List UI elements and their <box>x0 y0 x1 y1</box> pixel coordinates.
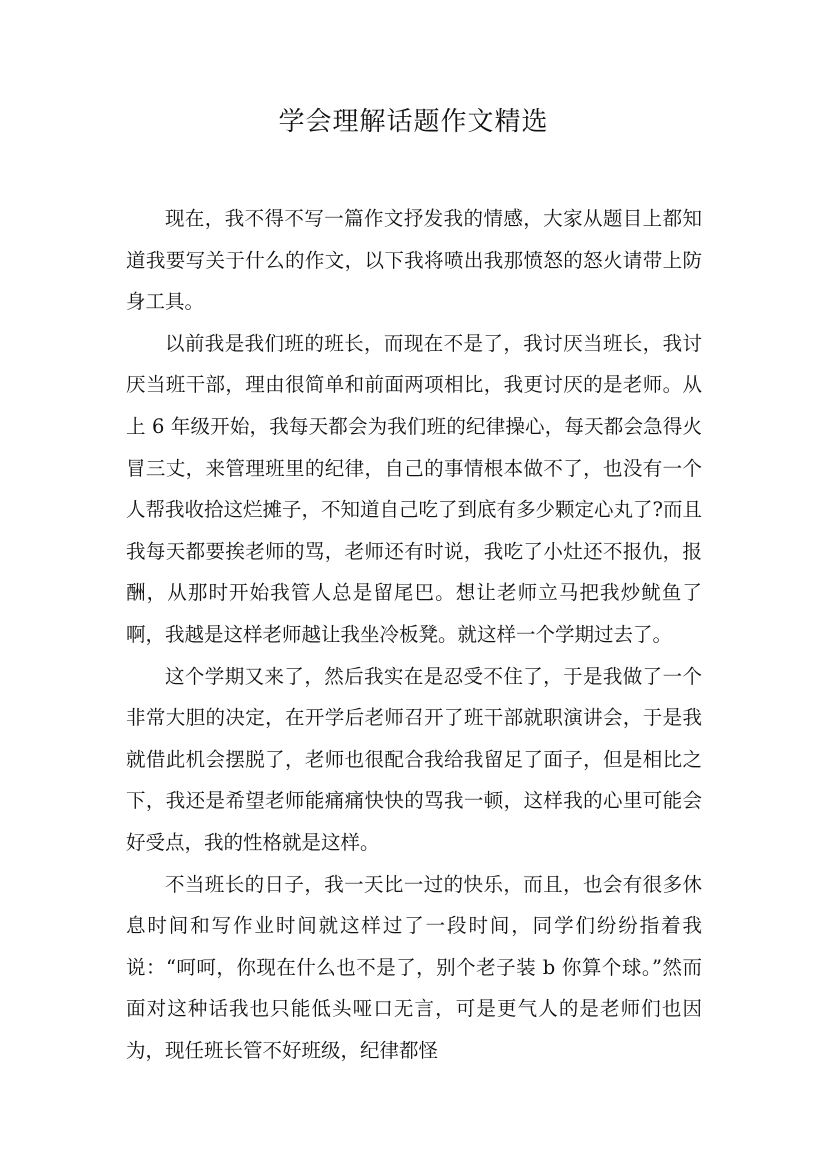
paragraph-4: 不当班长的日子，我一天比一过的快乐，而且，也会有很多休息时间和写作业时间就这样过了一段时间，同学们纷纷指着我说：“呵呵，你现在什么也不是了，别个老子装 b 你算个球。”然而面对这种话我也只能低头哑口无言，可是更气人的是老师们也因为，现任班长管不好班级，纪律都怪 <box>126 872 702 1062</box>
paragraph-2: 以前我是我们班的班长，而现在不是了，我讨厌当班长，我讨厌当班干部，理由很简单和前面两项相比，我更讨厌的是老师。从上 6 年级开始，我每天都会为我们班的纪律操心，每天都会急得火冒三丈，来管理班里的纪律，自己的事情根本做不了，也没有一个人帮我收拾这烂摊子，不知道自己吃了到底有多少颗定心丸了?而且我每天都要挨老师的骂，老师还有时说，我吃了小灶还不报仇，报酬，从那时开始我管人总是留尾巴。想让老师立马把我炒鱿鱼了啊，我越是这样老师越让我坐冷板凳。就这样一个学期过去了。 <box>126 331 702 646</box>
document-title: 学会理解话题作文精选 <box>278 107 549 137</box>
document-body <box>126 198 702 1071</box>
paragraph-1: 现在，我不得不写一篇作文抒发我的情感，大家从题目上都知道我要写关于什么的作文，以下我将喷出我那愤怒的怒火请带上防身工具。 <box>126 207 702 314</box>
paragraph-3: 这个学期又来了，然后我实在是忍受不住了，于是我做了一个非常大胆的决定，在开学后老师召开了班干部就职演讲会，于是我就借此机会摆脱了，老师也很配合我给我留足了面子，但是相比之下，我还是希望老师能痛痛快快的骂我一顿，这样我的心里可能会好受点，我的性格就是这样。 <box>126 664 702 854</box>
